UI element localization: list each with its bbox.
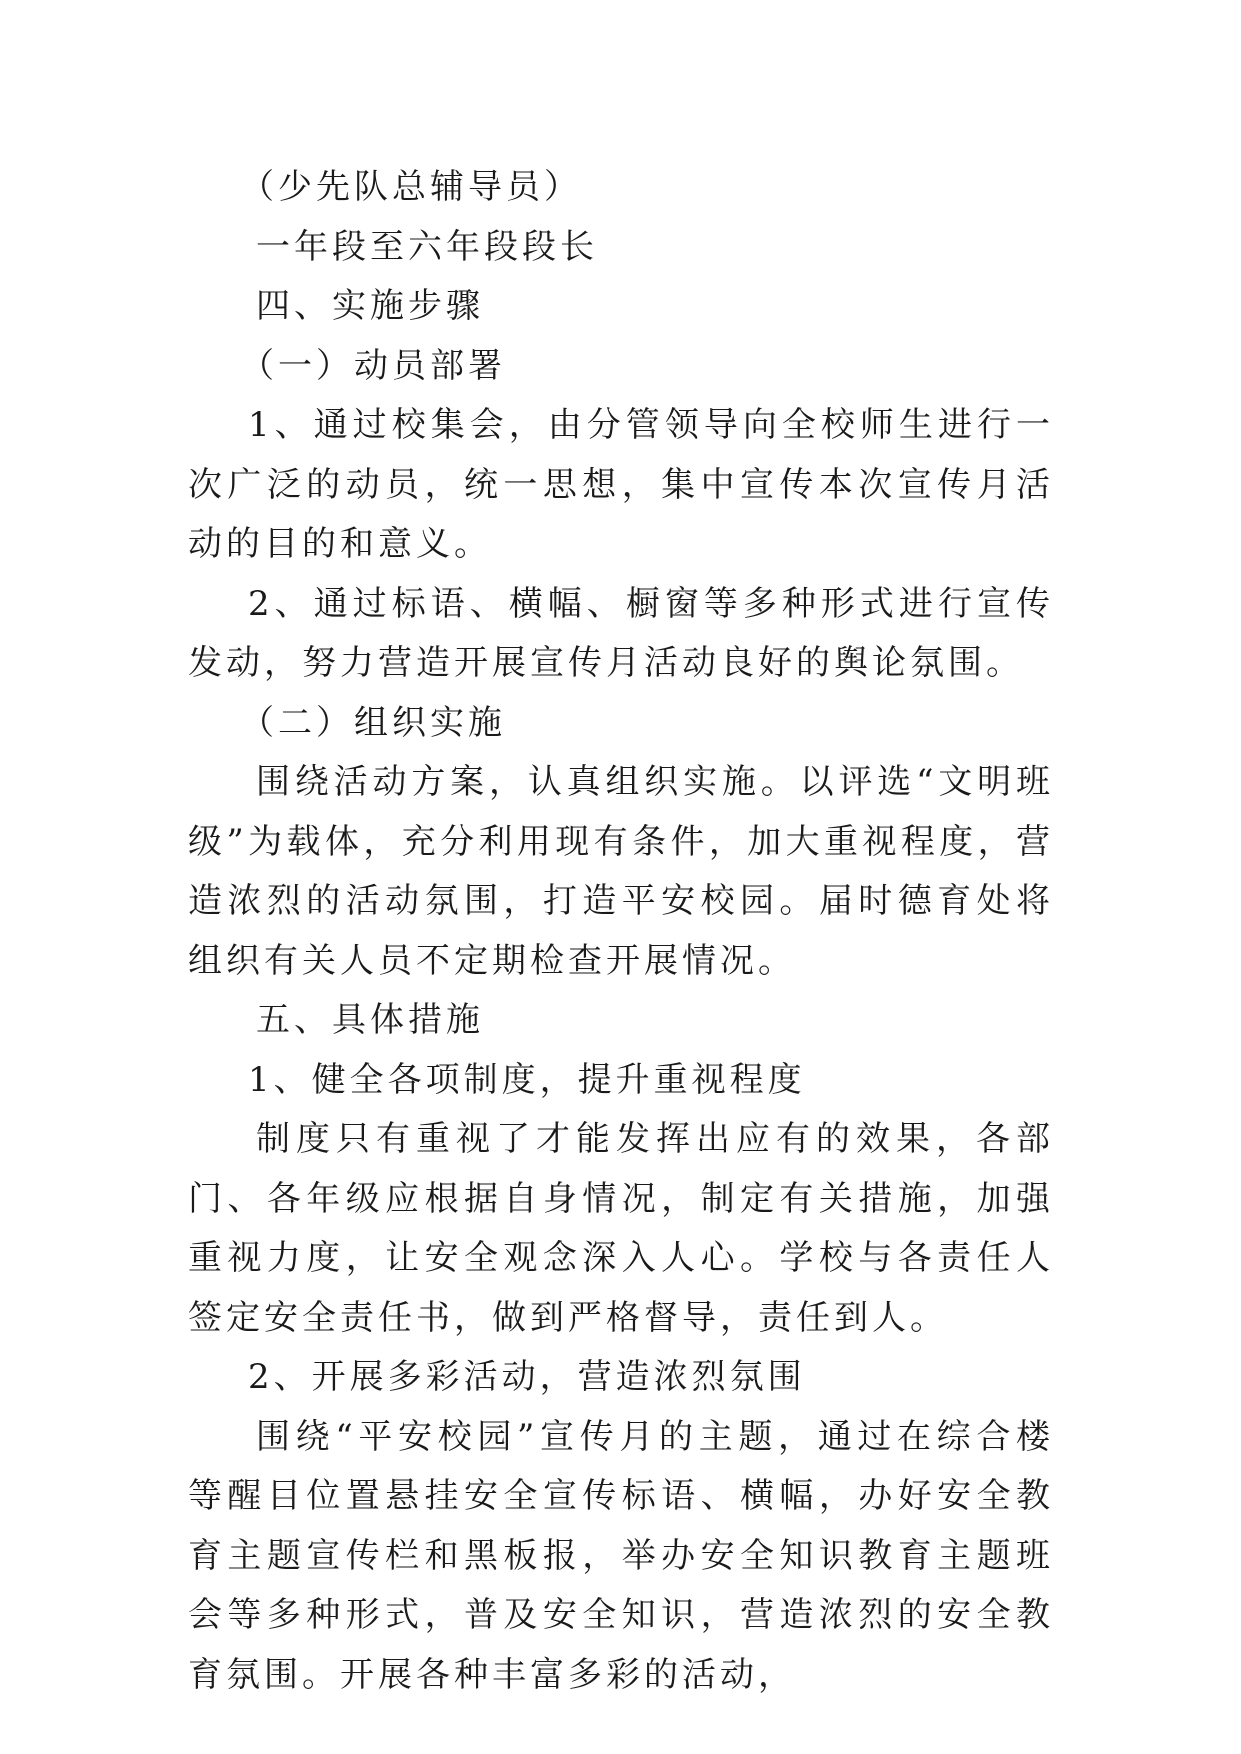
paragraph-measure-2: 围绕“平安校园”宣传月的主题，通过在综合楼等醒目位置悬挂安全宣传标语、横幅，办好安全教育主题宣传栏和黑板报，举办安全知识教育主题班会等多种形式，普及安全知识，营造浓烈的安全教育氛围。开展各种丰富多彩的活动， xyxy=(188,1416,1054,1695)
paragraph-grade-leaders: 一年段至六年段段长 xyxy=(256,226,598,267)
paragraph-title-role: （少先队总辅导员） xyxy=(240,167,582,207)
document-body xyxy=(188,158,1054,1705)
section-heading-steps: 四、实施步骤 xyxy=(256,286,484,326)
subheading-implementation: （二）组织实施 xyxy=(240,702,506,743)
paragraph-step-1: 1、通过校集会，由分管领导向全校师生进行一次广泛的动员，统一思想，集中宣传本次宣传月活动的目的和意义。 xyxy=(188,405,1054,564)
subheading-mobilization: （一）动员部署 xyxy=(240,345,506,386)
paragraph-measure-1: 制度只有重视了才能发挥出应有的效果，各部门、各年级应根据自身情况，制定有关措施，加强重视力度，让安全观念深入人心。学校与各责任人签定安全责任书，做到严格督导，责任到人。 xyxy=(188,1119,1054,1338)
subheading-measure-1: 1、健全各项制度，提升重视程度 xyxy=(248,1059,806,1100)
paragraph-implementation: 围绕活动方案，认真组织实施。以评选“文明班级”为载体，充分利用现有条件，加大重视程度，营造浓烈的活动氛围，打造平安校园。届时德育处将组织有关人员不定期检查开展情况。 xyxy=(188,762,1054,981)
paragraph-step-2: 2、通过标语、横幅、橱窗等多种形式进行宣传发动，努力营造开展宣传月活动良好的舆论氛围。 xyxy=(188,583,1054,683)
section-heading-measures: 五、具体措施 xyxy=(256,1000,484,1040)
subheading-measure-2: 2、开展多彩活动，营造浓烈氛围 xyxy=(248,1357,806,1397)
